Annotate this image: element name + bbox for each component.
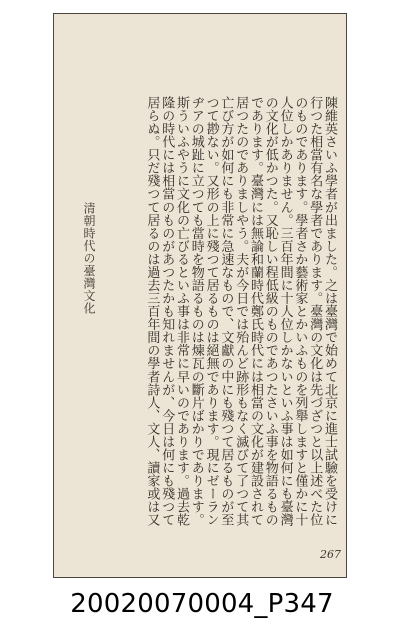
text-column: の文化が低かつた。又恥しい程低級のものであつたさいふ事を物語るもの <box>262 96 278 527</box>
text-column: つて尠ない。又形の上に殘つて居るものは絕無であります。現にゼーラン <box>203 96 219 527</box>
text-column: 亡び方が如何にも非常に急速なもので、文獻の中にも殘つて居るものが至 <box>218 96 234 527</box>
text-column: 人位しかありません。三百年間に十人位しかないといふ事は如何にも臺灣 <box>277 96 293 527</box>
image-caption: 20020070004_P347 <box>70 589 334 619</box>
text-column: のものであります。學者さか藝術家とかいふものを列舉しますと僅かに十 <box>292 96 308 527</box>
running-head: 清朝時代の臺灣文化 <box>82 202 96 315</box>
text-column: 斯ういふやうに文化の亡びるといふ事は非常に早いのであります。過去乾 <box>174 96 189 527</box>
text-column: 居つたのでありましやう。夫が今日では殆んど跡形もなく滅びて了つて其 <box>233 96 249 527</box>
text-column: 陳維英さいふ學者が出ました。之は臺灣で始めて北京に進士試驗を受けに <box>322 96 337 527</box>
text-column: 隆の時代には相當のものがあつたかも知れませんが、今日は何にも殘つて <box>159 96 175 527</box>
text-column: であります。臺灣には無論和蘭時代鄭氏時代には相當の文化が建設されて <box>248 96 263 527</box>
text-column: ヂアの城趾に立つても當時を物語るものは煉瓦の斷片ばかりであります。 <box>188 96 204 527</box>
book-page <box>53 13 347 578</box>
text-column: 行つた相當有名な學者であります。臺灣の文化は先づざつと以上述べた位 <box>307 96 323 527</box>
text-column: 居らぬ。只だ殘つて居るのは過去三百年間の學者詩人、文人、讀家或は又 <box>144 96 160 527</box>
page-number: 267 <box>320 548 341 561</box>
